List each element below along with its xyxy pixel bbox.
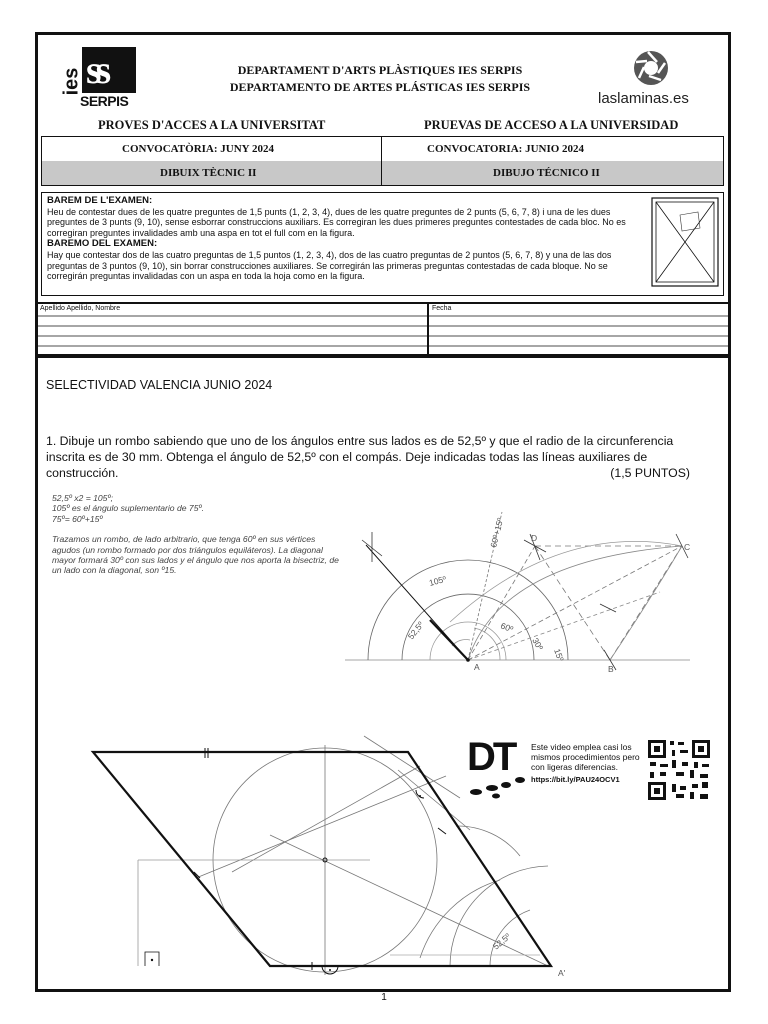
dt-logo: DT: [467, 735, 515, 779]
note-paragraph: Trazamos un rombo, de lado arbitrario, que tenga 60º en sus vértices agudos (un rombo formado por dos triángulos equiláteros). La diagonal mayor formará 30º con sus lados y el ángulo que nos aporta la bisectriz, de un lado con la diagonal, son º15.: [52, 534, 339, 576]
barem-es-title: BAREMO DEL EXAMEN:: [47, 238, 158, 250]
brand-text: laslaminas.es: [598, 90, 689, 107]
dept-es: DEPARTAMENTO DE ARTES PLÁSTICAS IES SERPIS: [229, 80, 531, 94]
rhombus-angle-52-5: 52,5º: [490, 931, 513, 952]
note-line-3: 75º= 60º+15º: [52, 513, 103, 524]
dt-link[interactable]: https://bit.ly/PAU24OCV1: [531, 774, 620, 784]
subject-es: DIBUJO TÉCNICO II: [493, 167, 600, 179]
name-label: Apellido Apellido, Nombre: [40, 305, 121, 312]
angle-60-plus-15: 60º+15º: [488, 516, 506, 549]
angle-15: 15º: [552, 647, 566, 663]
exam-title-val: PROVES D'ACCES A LA UNIVERSITAT: [98, 118, 326, 132]
exam-title-es: PRUEVAS DE ACCESO A LA UNIVERSIDAD: [424, 118, 679, 132]
label-c: C: [684, 542, 691, 552]
question-body: 1. Dibuje un rombo sabiendo que uno de los ángulos entre sus lados es de 52,5º y que el radio de la circunferencia inscrita es de 30 mm. Obtenga el ángulo de 52,5º con el compás. Deje indicadas todas las líneas auxiliares de construcción.: [46, 434, 674, 480]
logo-serpis-text: SERPIS: [80, 93, 129, 109]
barem-val-text: Heu de contestar dues de les quatre preguntes de 1,5 punts (1, 2, 3, 4), dues de les quatre preguntes de 2 punts (5, 6, 7, 8) i una de les dues preguntes de 3 punts (9, 10), sense esborrar construccions auxiliars. Es corregiran les dues primeres preguntes contestades de cada bloc. No es corregiran preguntes invalidades amb una aspa en tot el full com en la figura.: [47, 206, 626, 238]
angle-105: 105º: [427, 573, 448, 588]
angle-60: 60º: [499, 620, 515, 635]
label-a-prime: A': [558, 968, 566, 978]
barem-val-title: BAREM DE L'EXAMEN:: [47, 195, 153, 206]
date-label: Fecha: [432, 305, 452, 312]
note-line-1: 52,5º x2 = 105º;: [52, 493, 113, 503]
angle-52-5: 52,5º: [405, 619, 426, 642]
angle-30: 30º: [530, 636, 546, 652]
page-number: 1: [381, 992, 387, 1003]
dept-val: DEPARTAMENT D'ARTS PLÀSTIQUES IES SERPIS: [237, 63, 523, 77]
label-b: B: [608, 664, 614, 674]
dt-description: Este video emplea casi los mismos procedimientos pero con ligeras diferencias.: [531, 742, 640, 773]
note-line-2: 105º es el ángulo suplementario de 75º.: [52, 503, 204, 514]
convocatoria-es: CONVOCATORIA: JUNIO 2024: [427, 143, 585, 155]
question-points: (1,5 PUNTOS): [610, 466, 690, 480]
label-d: D: [531, 533, 538, 543]
barem-es-text: Hay que contestar dos de las cuatro preguntas de 1,5 puntos (1, 2, 3, 4), dos de las cuatro preguntas de 2 puntos (5, 6, 7, 8) y una de las dos preguntas de 3 puntos (9, 10), sin borrar construcciones auxiliares. Se corregirán las primeras preguntas contestadas de cada bloque. No se corregirán preguntas invalidadas con un aspa en toda la hoja como en la figura.: [47, 249, 612, 282]
subject-val: DIBUIX TÈCNIC II: [42, 161, 382, 185]
label-a: A: [474, 662, 480, 672]
logo-ies-text: ies: [60, 67, 83, 96]
convocatoria-val: CONVOCATÒRIA: JUNY 2024: [42, 137, 382, 161]
question-header: SELECTIVIDAD VALENCIA JUNIO 2024: [46, 378, 273, 392]
